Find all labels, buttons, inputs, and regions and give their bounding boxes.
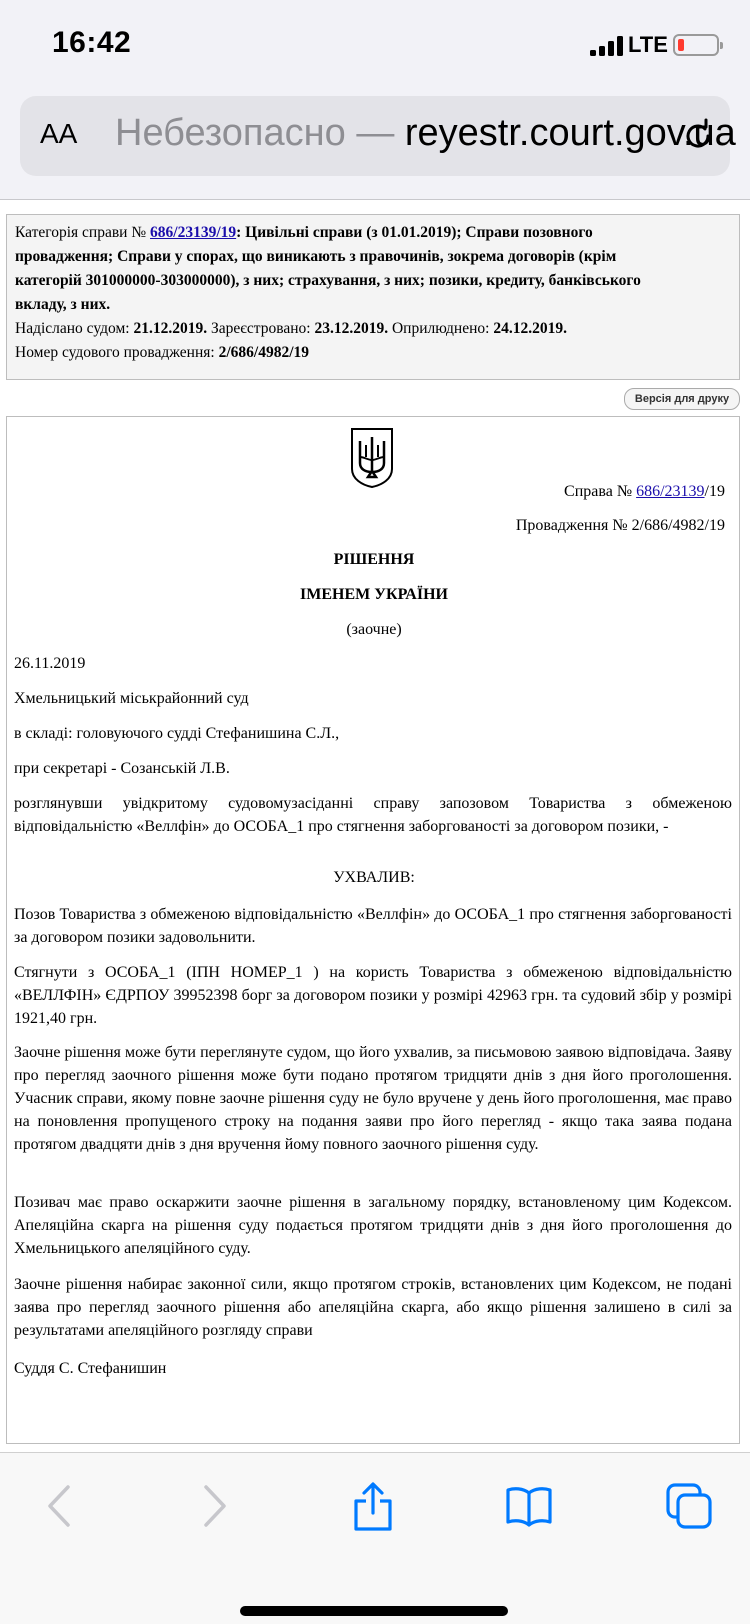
proceeding-number: Провадження № 2/686/4982/19 [515,517,725,534]
status-bar [0,0,750,90]
signal-icon [590,36,624,56]
decision-subtitle: ІМЕНЕМ УКРАЇНИ [300,586,448,603]
share-icon[interactable] [348,1481,398,1531]
browser-toolbar [0,1452,750,1624]
case-info-box [6,214,740,380]
url-separator: — [356,112,395,154]
coat-of-arms-icon [349,427,395,489]
browser-address-area [0,90,750,200]
case-number: Справа № 686/23139/19 [564,483,725,500]
back-icon[interactable] [36,1481,86,1531]
proceeding-line: Номер судового провадження: 2/686/4982/19 [15,344,309,361]
decision-date: 26.11.2019 [14,655,86,672]
forward-icon[interactable] [188,1481,238,1531]
url-domain: reyestr.court.gov.ua [404,112,736,154]
reload-icon[interactable] [678,116,718,156]
decision-kind: (заочне) [346,621,402,638]
paragraph-appeal: Позивач має право оскаржити заочне рішення в загальному порядку, встановленому цим Кодексом. Апеляційна скарга на рішення суду подається протягом тридцяти днів з дня його проголошення до Хмельницького апеляційного суду. [14,1194,732,1257]
address-bar[interactable] [20,96,736,176]
paragraph-considered: розглянувши увідкритому судовомузасіданні справу запозовом Товариства з обмеженою відповідальністю «Веллфін» до ОСОБА_1 про стягнення заборгованості за договором позики, - [14,795,732,835]
judge-signature: Суддя С. Стефанишин [14,1360,167,1377]
court-name: Хмельницький міськрайонний суд [14,690,249,707]
decided-heading: УХВАЛИВ: [333,869,415,886]
paragraph-claim: Позов Товариства з обмеженою відповідальністю «Веллфін» до ОСОБА_1 про стягнення заборгованості за договором позики задовольнити. [14,906,732,946]
bookmarks-icon[interactable] [504,1481,554,1531]
home-indicator [240,1606,508,1616]
decision-title: РІШЕННЯ [333,551,415,568]
dates-line: Надіслано судом: 21.12.2019. Зареєстровано: 23.12.2019. Оприлюднено: 24.12.2019. [15,320,567,337]
battery-icon [673,34,719,56]
reader-options-label: AA [40,118,78,149]
category-line-2: провадження; Справи у спорах, що виникають з правочинів, зокрема договорів (крім [15,248,617,265]
paragraph-force: Заочне рішення набирає законної сили, якщо протягом строків, встановлених цим Кодексом, не подані заява про перегляд заочного рішення або апеляційна скарга, або якщо рішення залишено в силі за результатами апеляційного розгляду справи [14,1276,732,1339]
clock: 16:42 [52,26,132,59]
category-line-4: вкладу, з них. [15,296,111,313]
court-secretary: при секретарі - Созанській Л.В. [14,760,230,777]
paragraph-recover: Стягнути з ОСОБА_1 (ІПН НОМЕР_1 ) на користь Товариства з обмеженою відповідальністю «ВЕЛЛФІН» ЄДРПОУ 39952398 борг за договором позики у розмірі 42963 грн. та судовий збір у розмірі 1921,40 грн. [14,964,732,1027]
category-line-3: категорій 301000000-303000000), з них; страхування, з них; позики, кредиту, банківського [15,272,641,289]
decision-document [6,416,740,1444]
paragraph-review: Заочне рішення може бути переглянуте судом, що його ухвалив, за письмовою заявою відповідача. Заяву про перегляд заочного рішення може бути подано протягом тридцяти днів з дня його проголошення. Учасник справи, якому повне заочне рішення суду не було вручене у день його проголошення, має право на поновлення пропущеного строку на подання заяви про його перегляд - якщо така заява подана протягом двадцяти днів з дня вручення йому повного заочного рішення суду. [14,1044,732,1153]
insecure-label: Небезопасно [115,112,346,154]
print-version-button[interactable]: Версія для друку [624,388,740,410]
tabs-icon[interactable] [664,1481,714,1531]
category-line-1: Категорія справи № 686/23139/19: Цивільні справи (з 01.01.2019); Справи позовного [15,224,593,241]
court-composition: в складі: головуючого судді Стефанишина С.Л., [14,725,340,742]
reader-options-button[interactable] [40,118,77,150]
network-type: LTE [628,32,668,57]
case-link[interactable]: 686/23139/19 [150,224,237,241]
url-field[interactable] [115,112,736,155]
document-case-link[interactable]: 686/23139 [636,483,705,500]
